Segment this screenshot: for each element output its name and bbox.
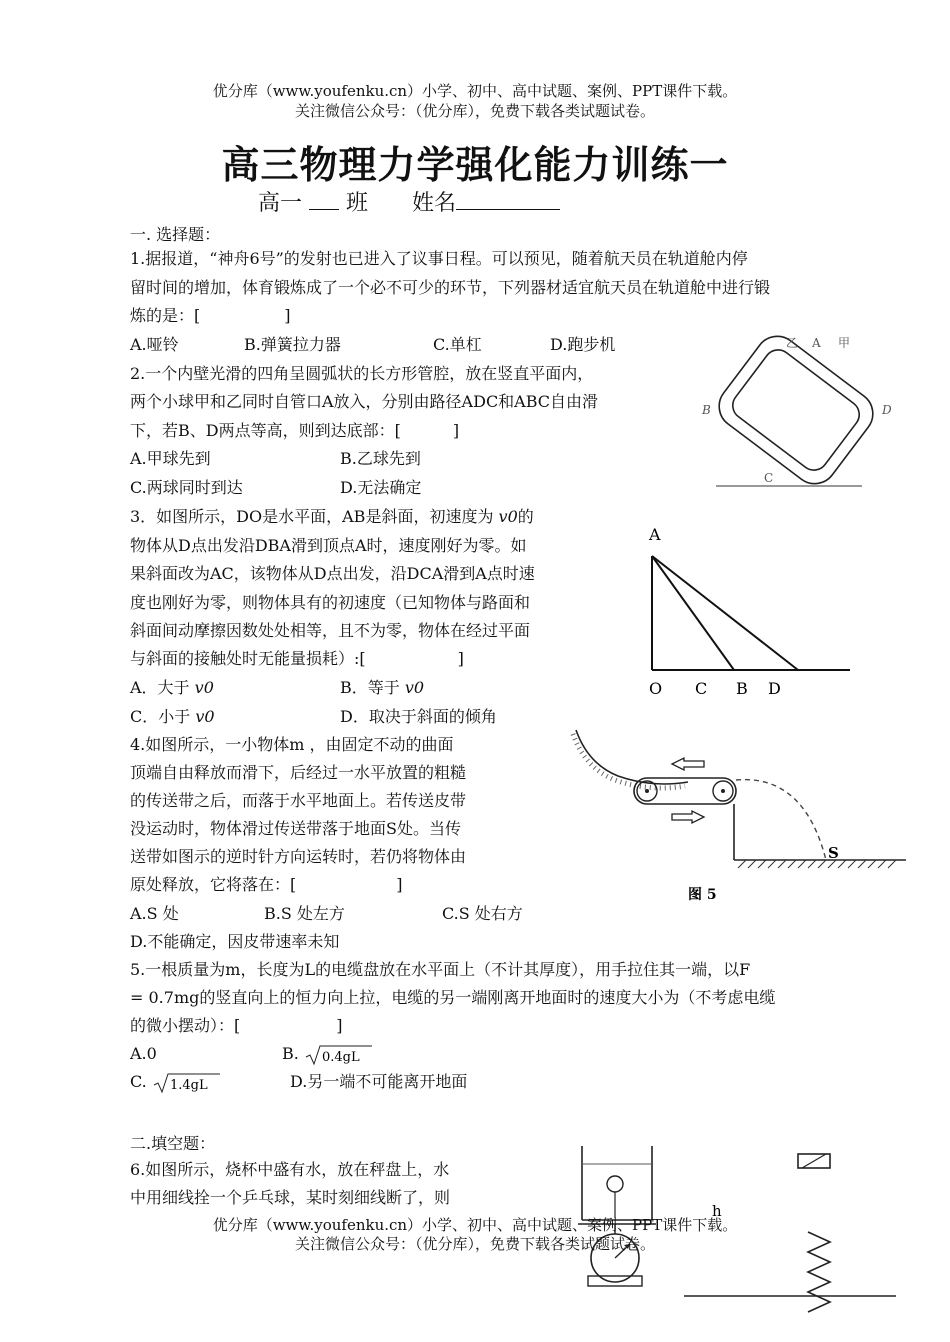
q3-line-2: 物体从D点出发沿DBA滑到顶点A时，速度刚好为零。如	[130, 536, 527, 555]
q5-line-1: 5.一根质量为m，长度为L的电缆盘放在水平面上（不计其厚度），用手拉住其一端，以F	[130, 960, 751, 979]
q5-root-b	[304, 1044, 374, 1066]
q3-line-5: 斜面间动摩擦因数处处相等，且不为零，物体在经过平面	[130, 621, 531, 640]
q5-option-d: D.另一端不可能离开地面	[290, 1072, 468, 1091]
q5-line-3: 的微小摆动）：[ ]	[130, 1016, 343, 1035]
q2-option-a: A.甲球先到	[130, 449, 211, 468]
q3-option-d: D．取决于斜面的倾角	[340, 707, 497, 726]
header-line-1: 优分库（www.youfenku.cn）小学、初中、高中试题、案例、PPT课件下载。	[212, 82, 738, 100]
q3-line-3: 果斜面改为AC，该物体从D点出发，沿DCA滑到A点时速	[130, 564, 535, 583]
q2-label-a: A	[812, 336, 821, 350]
q4-line-2: 顶端自由释放而滑下，后经过一水平放置的粗糙	[130, 763, 467, 782]
section-fill-heading: 二.填空题：	[130, 1134, 216, 1153]
q3-label-o: O	[649, 679, 663, 698]
q4-figure-caption: 图 5	[688, 887, 717, 903]
q3-label-d: D	[768, 679, 781, 698]
class-suffix: 班	[346, 191, 369, 216]
footer-line-2: 关注微信公众号：（优分库），免费下载各类试题试卷。	[294, 1235, 655, 1253]
q4-option-c: C.S 处右方	[442, 904, 523, 923]
name-blank	[456, 191, 560, 210]
q1-option-b: B.弹簧拉力器	[244, 335, 341, 354]
svg-text:1.4gL: 1.4gL	[169, 1077, 208, 1093]
q4-line-4: 没运动时，物体滑过传送带落于地面S处。当传	[130, 819, 461, 838]
page-title: 高三物理力学强化能力训练一	[221, 143, 729, 187]
q3-label-c: C	[695, 679, 708, 698]
q5-line-2: = 0.7mg的竖直向上的恒力向上拉，电缆的另一端刚离开地面时的速度大小为（不考虑电缆	[130, 988, 776, 1007]
q4-option-b: B.S 处左方	[264, 904, 345, 923]
q3-option-c: C．小于 v0	[130, 707, 215, 726]
q1-option-d: D.跑步机	[550, 335, 616, 354]
svg-text:0.4gL: 0.4gL	[321, 1049, 360, 1065]
q5-option-a: A.0	[130, 1044, 157, 1063]
q6-line-1: 6.如图所示，烧杯中盛有水，放在秤盘上，水	[130, 1160, 450, 1179]
q3-line-1: 3．如图所示，DO是水平面，AB是斜面，初速度为 v0的	[130, 507, 534, 526]
q4-line-5: 送带如图示的逆时针方向运转时，若仍将物体由	[130, 847, 467, 866]
q4-option-a: A.S 处	[130, 904, 179, 923]
q3-line-6: 与斜面的接触处时无能量损耗）:[ ]	[130, 649, 464, 668]
q3-label-b: B	[736, 679, 748, 698]
q4-conveyor-figure	[566, 722, 926, 908]
q2-line-2: 两个小球甲和乙同时自管口A放入，分别由路径ADC和ABC自由滑	[130, 392, 599, 411]
class-name-line	[258, 186, 560, 217]
q3-option-b: B．等于 v0	[340, 678, 425, 697]
q4-line-6: 原处释放，它将落在：[ ]	[130, 875, 403, 894]
q4-label-s: S	[828, 844, 839, 862]
q2-label-b: B	[702, 403, 711, 417]
q2-tube-figure	[696, 328, 906, 500]
class-blank	[309, 191, 339, 210]
q5-root-c	[152, 1072, 222, 1094]
q1-option-a: A.哑铃	[130, 335, 179, 354]
q3-label-a: A	[649, 525, 661, 544]
q5-option-c: C. 1.4gL	[130, 1071, 222, 1094]
q2-label-jia: 甲	[838, 336, 851, 350]
q2-label-d: D	[882, 403, 892, 417]
q2-option-b: B.乙球先到	[340, 449, 421, 468]
q2-label-c: C	[764, 471, 774, 485]
q2-option-c: C.两球同时到达	[130, 478, 243, 497]
q1-line-3: 炼的是：[ ]	[130, 306, 291, 325]
class-prefix: 高一	[258, 191, 303, 216]
q1-line-2: 留时间的增加，体育锻炼成了一个必不可少的环节，下列器材适宜航天员在轨道舱中进行锻	[130, 278, 771, 297]
header-line-2: 关注微信公众号：（优分库），免费下载各类试题试卷。	[294, 102, 655, 120]
q4-option-d: D.不能确定，因皮带速率未知	[130, 932, 340, 951]
q2-label-yi: 乙	[786, 336, 799, 350]
q2-line-3: 下，若B、D两点等高，则到达底部：[ ]	[130, 421, 460, 440]
q1-option-c: C.单杠	[433, 335, 482, 354]
footer-line-1: 优分库（www.youfenku.cn）小学、初中、高中试题、案例、PPT课件下载。	[212, 1216, 738, 1234]
q5-option-b: B. 0.4gL	[282, 1043, 374, 1066]
q6-label-h: h	[712, 1202, 722, 1220]
name-label: 姓名	[412, 191, 457, 216]
q4-line-1: 4.如图所示，一小物体m ，由固定不动的曲面	[130, 735, 454, 754]
q3-incline-figure	[640, 520, 860, 700]
q3-line-4: 度也刚好为零，则物体具有的初速度（已知物体与路面和	[130, 593, 531, 612]
q2-line-1: 2.一个内壁光滑的四角呈圆弧状的长方形管腔，放在竖直平面内，	[130, 364, 594, 383]
section-choice-heading: 一. 选择题：	[130, 225, 221, 244]
q6-line-2: 中用细线拴一个乒乓球，某时刻细线断了，则	[130, 1188, 451, 1207]
q3-option-a: A．大于 v0	[130, 678, 214, 697]
q1-line-1: 1.据报道，“神舟6号”的发射也已进入了议事日程。可以预见，随着航天员在轨道舱内停	[130, 249, 748, 268]
q4-line-3: 的传送带之后，而落于水平地面上。若传送皮带	[130, 791, 467, 810]
q2-option-d: D.无法确定	[340, 478, 422, 497]
